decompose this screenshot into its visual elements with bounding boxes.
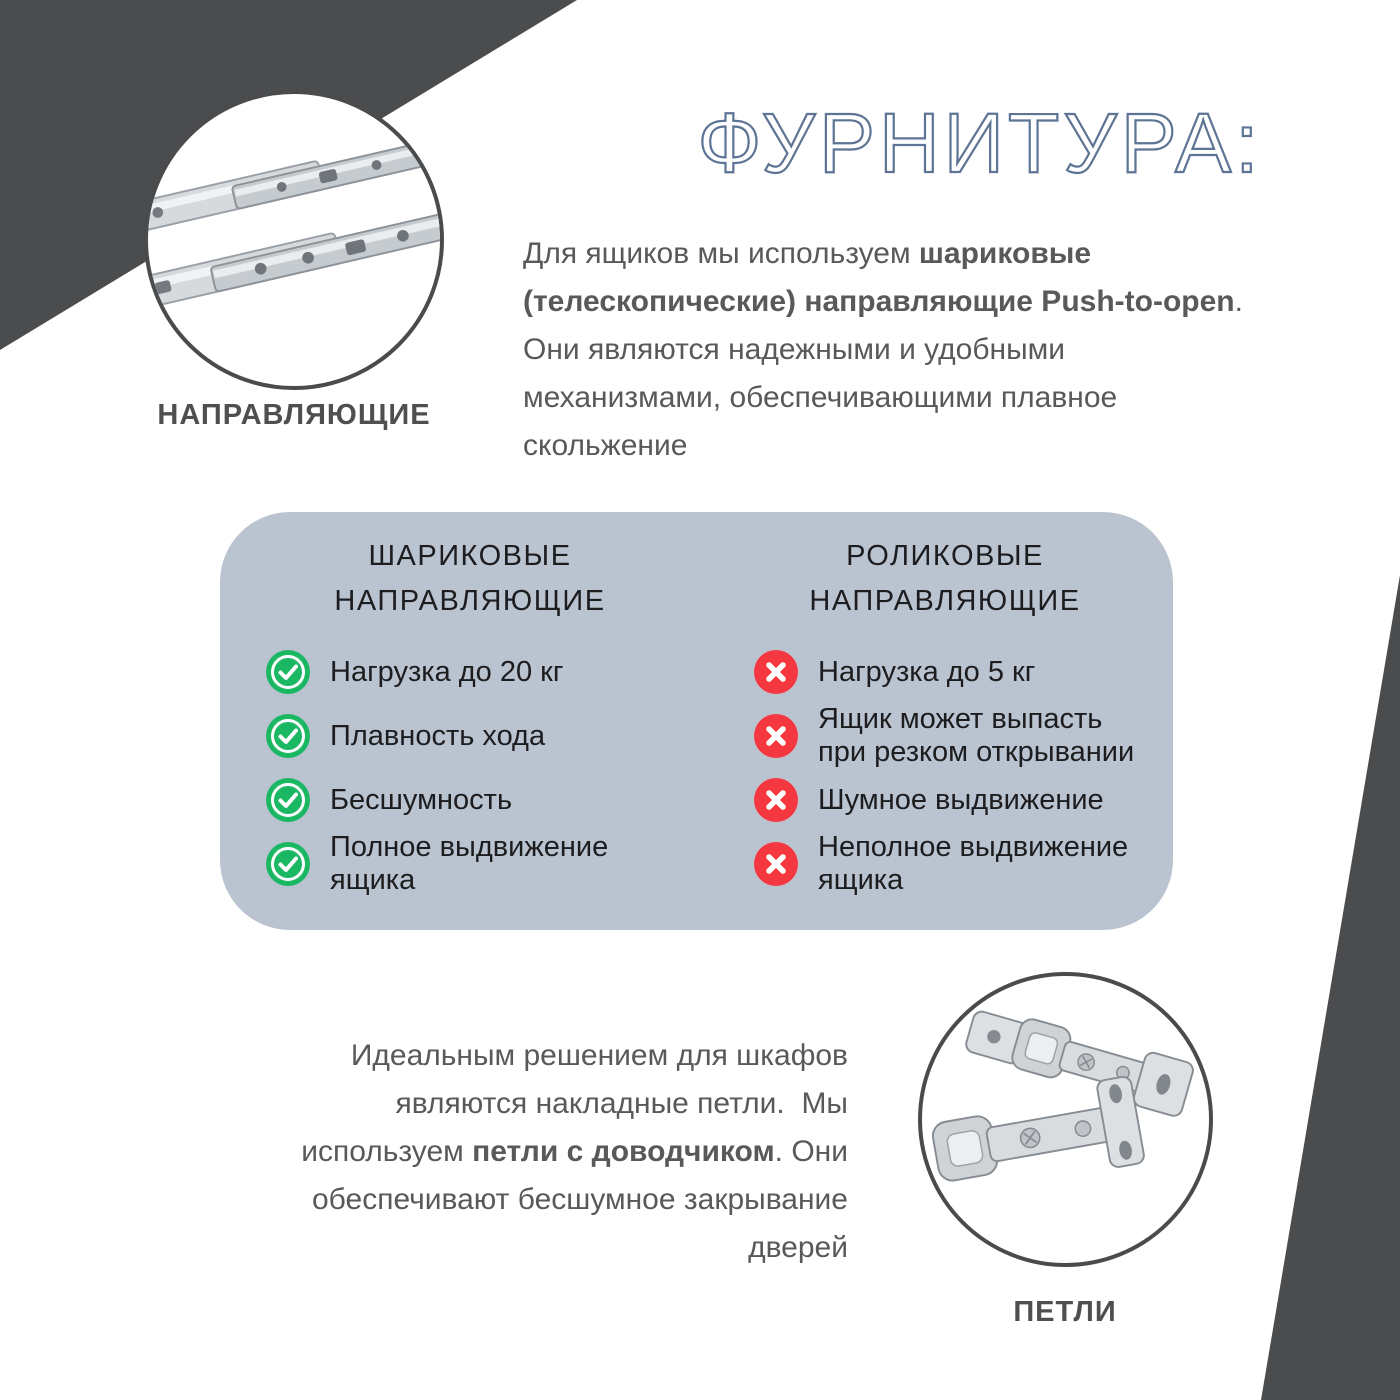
con-item-row xyxy=(754,649,1035,695)
con-item-text: Неполное выдвижение ящика xyxy=(818,831,1129,896)
comparison-panel xyxy=(220,512,1173,930)
drawer-slides-illustration xyxy=(148,94,440,386)
pro-item-text: Нагрузка до 20 кг xyxy=(330,655,564,688)
intro-line-4: механизмами, обеспечивающими плавное xyxy=(523,381,1118,414)
hinges-illustration xyxy=(922,976,1209,1263)
cross-circle-icon xyxy=(754,778,798,822)
check-circle-icon xyxy=(266,778,310,822)
hinges-label: ПЕТЛИ xyxy=(1013,1296,1117,1328)
con-item-text: Ящик может выпасть при резком открывании xyxy=(818,703,1135,768)
con-item-row xyxy=(754,831,1129,896)
cross-circle-icon xyxy=(754,714,798,758)
hinges-line-1: Идеальным решением для шкафов xyxy=(350,1039,848,1072)
con-item-row xyxy=(754,777,1104,823)
cross-circle-icon xyxy=(754,842,798,886)
hinges-line-3: используем петли с доводчиком. Они xyxy=(301,1135,848,1168)
hinge-bottom xyxy=(928,1076,1145,1198)
pro-item-text: Бесшумность xyxy=(330,783,513,816)
con-item-text: Нагрузка до 5 кг xyxy=(818,655,1036,688)
pro-item-row xyxy=(266,777,512,823)
roller-slides-header-line2: НАПРАВЛЯЮЩИЕ xyxy=(809,585,1081,617)
check-circle-icon xyxy=(266,714,310,758)
con-item-row xyxy=(754,703,1135,768)
hinges-paragraph xyxy=(180,1032,848,1272)
hinges-line-5: дверей xyxy=(748,1231,848,1264)
page-title: ФУРНИТУРА: xyxy=(697,96,1263,190)
pro-item-row xyxy=(266,649,563,695)
hinges-line-2: являются накладные петли. Мы xyxy=(395,1087,848,1120)
pro-item-text: Плавность хода xyxy=(330,719,546,752)
intro-paragraph xyxy=(523,230,1293,470)
roller-slides-header xyxy=(715,534,1175,624)
intro-line-3: Они являются надежными и удобными xyxy=(523,333,1066,366)
hinges-line-4: обеспечивают бесшумное закрывание xyxy=(311,1183,848,1216)
pro-item-row xyxy=(266,831,609,896)
con-item-text: Шумное выдвижение xyxy=(818,783,1104,816)
check-circle-icon xyxy=(266,650,310,694)
ball-slides-header-line2: НАПРАВЛЯЮЩИЕ xyxy=(334,585,606,617)
intro-line-2: (телескопические) направляющие Push-to-open. xyxy=(523,285,1243,318)
intro-line-1: Для ящиков мы используем шариковые xyxy=(523,237,1092,270)
ball-slides-header-line1: ШАРИКОВЫЕ xyxy=(368,540,572,572)
drawer-slides-label: НАПРАВЛЯЮЩИЕ xyxy=(157,399,431,431)
roller-slides-header-line1: РОЛИКОВЫЕ xyxy=(846,540,1044,572)
hinge-top xyxy=(963,1002,1195,1118)
drawer-slides-photo xyxy=(144,90,444,390)
hinges-photo xyxy=(918,972,1213,1267)
pro-item-row xyxy=(266,713,545,759)
cross-circle-icon xyxy=(754,650,798,694)
ball-slides-header xyxy=(240,534,700,624)
page-title-svg xyxy=(660,90,1300,220)
check-circle-icon xyxy=(266,842,310,886)
intro-line-5: скольжение xyxy=(523,429,688,462)
pro-item-text: Полное выдвижение ящика xyxy=(330,831,609,896)
